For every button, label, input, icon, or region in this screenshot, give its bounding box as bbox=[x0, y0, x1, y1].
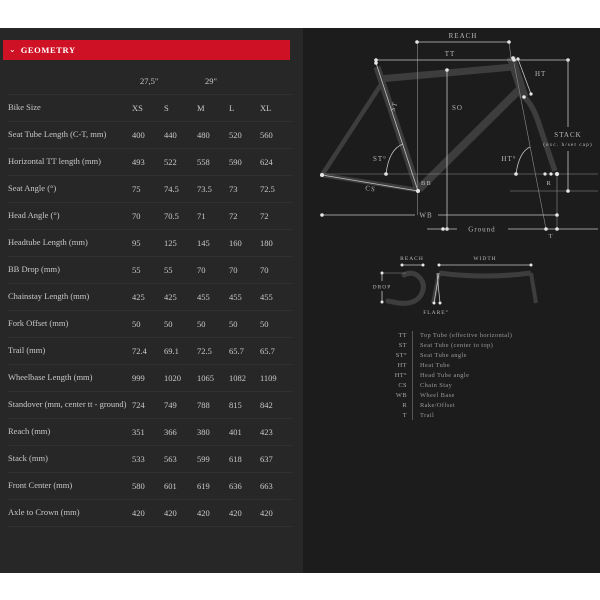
row-value: 71 bbox=[197, 211, 206, 221]
table-row bbox=[8, 338, 293, 365]
row-value: 455 bbox=[229, 292, 242, 302]
legend-row bbox=[390, 400, 590, 410]
legend-desc: Head Tube angle bbox=[412, 371, 469, 381]
row-value: 619 bbox=[197, 481, 210, 491]
legend-abbr: TT bbox=[398, 332, 407, 340]
row-value: 624 bbox=[260, 157, 273, 167]
row-value: 455 bbox=[260, 292, 273, 302]
row-value: 72.4 bbox=[132, 346, 147, 356]
row-value: 1082 bbox=[229, 373, 246, 383]
legend-row bbox=[390, 371, 590, 381]
stack-note-label: (exc. h/set cap) bbox=[543, 142, 593, 148]
row-value: 724 bbox=[132, 400, 145, 410]
row-label: Trail (mm) bbox=[8, 345, 46, 356]
table-row bbox=[8, 500, 293, 527]
row-value: 125 bbox=[164, 238, 177, 248]
row-value: 72.5 bbox=[197, 346, 212, 356]
row-value: 380 bbox=[197, 427, 210, 437]
seat-angle-arc bbox=[386, 144, 403, 174]
row-value: XL bbox=[260, 103, 272, 113]
st-label: ST bbox=[388, 100, 400, 113]
section-title: GEOMETRY bbox=[20, 45, 76, 55]
row-value: 65.7 bbox=[260, 346, 275, 356]
r-label: R bbox=[546, 180, 552, 187]
row-value: L bbox=[229, 103, 235, 113]
row-value: 533 bbox=[132, 454, 145, 464]
row-value: 55 bbox=[164, 265, 173, 275]
fork-tube bbox=[524, 97, 555, 171]
legend-abbr: T bbox=[402, 411, 407, 419]
table-row bbox=[8, 95, 293, 122]
row-value: 842 bbox=[260, 400, 273, 410]
row-value: 400 bbox=[132, 130, 145, 140]
bar-flare-label: FLARE° bbox=[423, 310, 449, 316]
row-label: Wheelbase Length (mm) bbox=[8, 372, 93, 383]
legend-desc: Top Tube (effective horizontal) bbox=[412, 331, 512, 341]
row-value: 560 bbox=[260, 130, 273, 140]
row-value: 74.5 bbox=[164, 184, 179, 194]
stack-label: STACK bbox=[554, 131, 582, 139]
row-value: XS bbox=[132, 103, 143, 113]
legend-row bbox=[390, 380, 590, 390]
row-label: Seat Angle (°) bbox=[8, 183, 57, 194]
row-value: 50 bbox=[229, 319, 238, 329]
row-value: 366 bbox=[164, 427, 177, 437]
row-value: 440 bbox=[164, 130, 177, 140]
row-value: 455 bbox=[197, 292, 210, 302]
frame-geometry-diagram bbox=[310, 27, 598, 239]
geometry-accordion-header[interactable] bbox=[3, 40, 290, 60]
row-value: 636 bbox=[229, 481, 242, 491]
reach-extension-right bbox=[509, 42, 511, 58]
row-label: Reach (mm) bbox=[8, 426, 51, 437]
row-value: 580 bbox=[132, 481, 145, 491]
row-value: 420 bbox=[132, 508, 145, 518]
bar-reach-label: REACH bbox=[400, 256, 424, 262]
legend-row bbox=[390, 361, 590, 371]
ht-label: HT bbox=[535, 70, 547, 78]
cs-label: CS bbox=[364, 184, 377, 194]
row-value: 637 bbox=[260, 454, 273, 464]
row-value: 70 bbox=[197, 265, 206, 275]
row-value: 50 bbox=[164, 319, 173, 329]
chevron-down-icon: ⌄ bbox=[9, 45, 16, 54]
table-row bbox=[8, 473, 293, 500]
row-value: 558 bbox=[197, 157, 210, 167]
t-label: T bbox=[548, 233, 554, 239]
row-value: 401 bbox=[229, 427, 242, 437]
row-value: 69.1 bbox=[164, 346, 179, 356]
table-row bbox=[8, 365, 293, 392]
row-value: 420 bbox=[229, 508, 242, 518]
row-value: 420 bbox=[260, 508, 273, 518]
table-row bbox=[8, 203, 293, 230]
row-value: 72.5 bbox=[260, 184, 275, 194]
bar-top-front-view bbox=[439, 273, 531, 276]
row-value: 749 bbox=[164, 400, 177, 410]
row-value: 420 bbox=[197, 508, 210, 518]
legend-abbr: HT bbox=[397, 362, 407, 370]
row-value: 95 bbox=[132, 238, 141, 248]
legend-desc: Seat Tube angle bbox=[412, 351, 467, 361]
row-value: 1020 bbox=[164, 373, 181, 383]
legend-row bbox=[390, 341, 590, 351]
tt-label: TT bbox=[444, 50, 456, 58]
row-value: 563 bbox=[164, 454, 177, 464]
ground-label: Ground bbox=[468, 225, 496, 234]
row-value: 72 bbox=[260, 211, 269, 221]
row-value: 75 bbox=[132, 184, 141, 194]
legend-abbr: R bbox=[402, 401, 407, 409]
row-label: Head Angle (°) bbox=[8, 210, 60, 221]
row-value: 160 bbox=[229, 238, 242, 248]
table-row bbox=[8, 446, 293, 473]
row-label: Headtube Length (mm) bbox=[8, 237, 88, 248]
legend-desc: Seat Tube (center to top) bbox=[412, 341, 493, 351]
row-label: Chainstay Length (mm) bbox=[8, 291, 90, 302]
legend-abbr: CS bbox=[398, 381, 407, 389]
row-label: Horizontal TT length (mm) bbox=[8, 156, 101, 167]
wheel-size-header-row bbox=[8, 68, 293, 95]
row-value: 70.5 bbox=[164, 211, 179, 221]
legend-desc: Wheel Base bbox=[412, 390, 455, 400]
legend-abbr: HT° bbox=[394, 372, 407, 379]
head-angle-label: HT° bbox=[501, 155, 517, 163]
table-row bbox=[8, 230, 293, 257]
legend-abbr: ST° bbox=[395, 352, 407, 360]
row-value: 663 bbox=[260, 481, 273, 491]
legend-desc: Chain Stay bbox=[412, 380, 452, 390]
drop-bar-side-view bbox=[388, 273, 423, 303]
table-row bbox=[8, 419, 293, 446]
table-row bbox=[8, 284, 293, 311]
table-row bbox=[8, 149, 293, 176]
row-value: M bbox=[197, 103, 205, 113]
row-value: 351 bbox=[132, 427, 145, 437]
row-value: 618 bbox=[229, 454, 242, 464]
row-label: BB Drop (mm) bbox=[8, 264, 60, 275]
seat-angle-label: ST° bbox=[373, 155, 387, 163]
handlebar-diagram bbox=[360, 245, 560, 325]
legend-desc: Rake/Offset bbox=[412, 400, 455, 410]
legend-row bbox=[390, 331, 590, 341]
row-value: 520 bbox=[229, 130, 242, 140]
st-dim-line bbox=[376, 63, 418, 191]
row-label: Stack (mm) bbox=[8, 453, 48, 464]
row-value: 65.7 bbox=[229, 346, 244, 356]
table-row bbox=[8, 311, 293, 338]
row-label: Axle to Crown (mm) bbox=[8, 507, 80, 518]
row-value: 788 bbox=[197, 400, 210, 410]
row-value: 815 bbox=[229, 400, 242, 410]
row-value: 73 bbox=[229, 184, 238, 194]
table-row bbox=[8, 122, 293, 149]
row-value: 180 bbox=[260, 238, 273, 248]
table-row bbox=[8, 392, 293, 419]
row-value: 480 bbox=[197, 130, 210, 140]
row-value: 425 bbox=[164, 292, 177, 302]
wb-label: WB bbox=[419, 211, 433, 220]
bar-drop-label: DROP bbox=[372, 284, 392, 291]
row-label: Standover (mm, center tt - ground) bbox=[8, 399, 127, 410]
row-value: 493 bbox=[132, 157, 145, 167]
head-angle-arc bbox=[516, 147, 530, 174]
row-value: 70 bbox=[132, 211, 141, 221]
legend-desc: Heat Tube bbox=[412, 361, 450, 371]
row-value: 425 bbox=[132, 292, 145, 302]
row-value: 73.5 bbox=[197, 184, 212, 194]
row-value: 70 bbox=[229, 265, 238, 275]
bb-label: BB bbox=[421, 180, 432, 187]
row-value: 420 bbox=[164, 508, 177, 518]
geometry-table-rows bbox=[8, 95, 293, 527]
row-value: 72 bbox=[229, 211, 238, 221]
legend-desc: Trail bbox=[412, 410, 434, 420]
diagram-legend bbox=[390, 331, 590, 420]
geometry-table bbox=[8, 68, 293, 527]
row-value: 599 bbox=[197, 454, 210, 464]
row-value: 1109 bbox=[260, 373, 277, 383]
row-label: Bike Size bbox=[8, 102, 41, 113]
steering-axis-line bbox=[514, 63, 546, 229]
row-value: 601 bbox=[164, 481, 177, 491]
wheel-size-275-label: 27,5" bbox=[140, 76, 159, 86]
row-value: 50 bbox=[197, 319, 206, 329]
row-value: 55 bbox=[132, 265, 141, 275]
row-value: 50 bbox=[260, 319, 269, 329]
reach-label: REACH bbox=[448, 32, 478, 40]
legend-row bbox=[390, 390, 590, 400]
table-row bbox=[8, 176, 293, 203]
legend-abbr: ST bbox=[398, 342, 407, 350]
row-value: 423 bbox=[260, 427, 273, 437]
row-label: Fork Offset (mm) bbox=[8, 318, 69, 329]
row-value: 522 bbox=[164, 157, 177, 167]
wheel-size-29-label: 29" bbox=[205, 76, 217, 86]
row-value: 70 bbox=[260, 265, 269, 275]
row-label: Front Center (mm) bbox=[8, 480, 73, 491]
row-value: 590 bbox=[229, 157, 242, 167]
so-label: SO bbox=[452, 104, 463, 112]
table-row bbox=[8, 257, 293, 284]
row-label: Seat Tube Length (C-T, mm) bbox=[8, 129, 107, 140]
row-value: S bbox=[164, 103, 169, 113]
legend-row bbox=[390, 351, 590, 361]
legend-row bbox=[390, 410, 590, 420]
bar-width-label: WIDTH bbox=[473, 256, 497, 262]
row-value: 145 bbox=[197, 238, 210, 248]
row-value: 1065 bbox=[197, 373, 214, 383]
row-value: 50 bbox=[132, 319, 141, 329]
bar-right-drop bbox=[531, 273, 536, 303]
row-value: 999 bbox=[132, 373, 145, 383]
legend-abbr: WB bbox=[395, 391, 407, 399]
